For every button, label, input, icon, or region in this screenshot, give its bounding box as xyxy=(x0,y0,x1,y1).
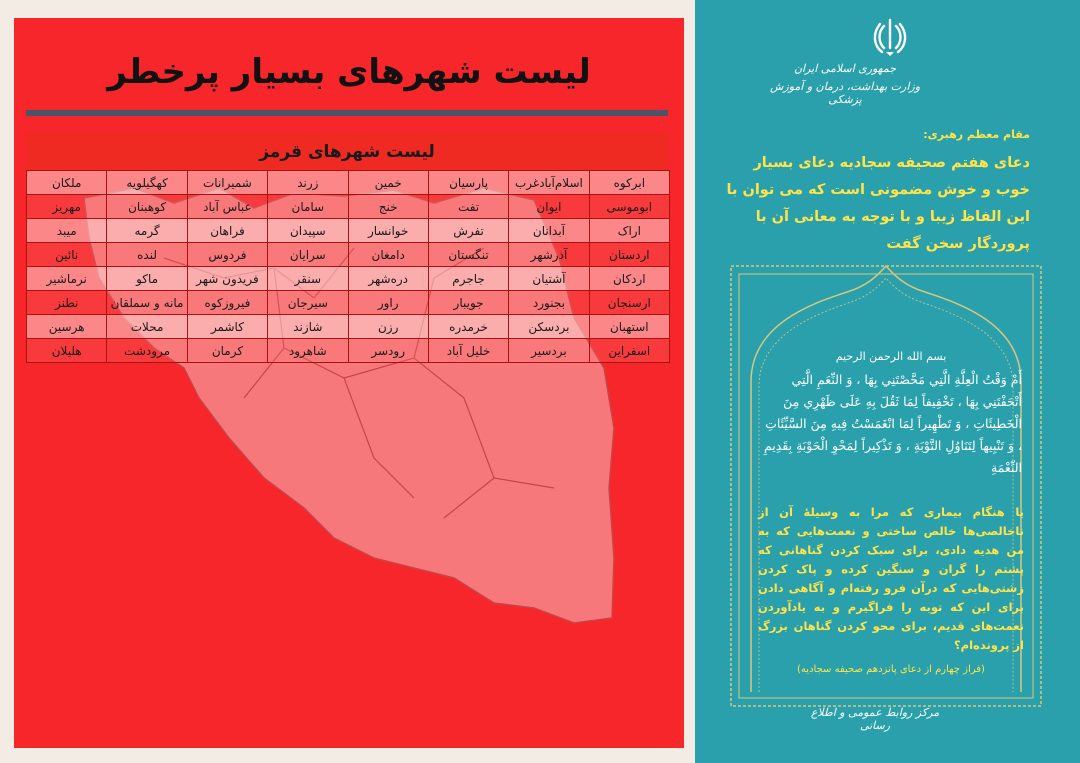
leader-quote: دعای هفتم صحیفه سجادیه دعای بسیار خوب و خوش مضمونی است که می توان با این الفاظ زیبا و با توجه به معانی آن با پروردگار سخن گفت xyxy=(726,155,1030,252)
city-cell: بردسکن xyxy=(509,315,589,339)
city-cell: مهریز xyxy=(27,195,107,219)
red-cities-table xyxy=(26,170,670,363)
table-row xyxy=(27,171,670,195)
city-cell: فیروزکوه xyxy=(187,291,267,315)
city-cell: تنگستان xyxy=(428,243,508,267)
city-cell: فردوس xyxy=(187,243,267,267)
prayer-source: (فراز چهارم از دعای پانزدهم صحیفه سجادیه) xyxy=(797,664,985,675)
city-cell: محلات xyxy=(107,315,187,339)
city-cell: تفرش xyxy=(428,219,508,243)
table-row xyxy=(27,315,670,339)
city-cell: کاشمر xyxy=(187,315,267,339)
city-cell: استهبان xyxy=(589,315,669,339)
city-cell: شمیرانات xyxy=(187,171,267,195)
city-cell: اسلام‌آبادغرب xyxy=(509,171,589,195)
city-cell: سنقر xyxy=(268,267,348,291)
city-cell: خنج xyxy=(348,195,428,219)
city-cell: آذرشهر xyxy=(509,243,589,267)
city-cell: آبدانان xyxy=(509,219,589,243)
city-cell: اردکان xyxy=(589,267,669,291)
city-cell: اراک xyxy=(589,219,669,243)
city-cell: فراهان xyxy=(187,219,267,243)
leader-label: مقام معظم رهبری: xyxy=(923,128,1030,141)
table-row xyxy=(27,195,670,219)
city-cell: خرمدره xyxy=(428,315,508,339)
city-cell: ایوان xyxy=(509,195,589,219)
city-cell: شاهرود xyxy=(268,339,348,363)
table-row xyxy=(27,291,670,315)
iran-map-icon xyxy=(14,18,684,748)
city-cell: هلیلان xyxy=(27,339,107,363)
city-cell: فریدون شهر xyxy=(187,267,267,291)
city-cell: رزن xyxy=(348,315,428,339)
prayer-arabic-block xyxy=(760,350,1022,479)
city-cell: سامان xyxy=(268,195,348,219)
city-cell: کوهبنان xyxy=(107,195,187,219)
city-cell: عباس آباد xyxy=(187,195,267,219)
title-divider xyxy=(26,110,668,116)
city-cell: ملکان xyxy=(27,171,107,195)
city-cell: بجنورد xyxy=(509,291,589,315)
city-cell: لنده xyxy=(107,243,187,267)
city-cell: اسفراین xyxy=(589,339,669,363)
city-cell: مانه و سملقان xyxy=(107,291,187,315)
city-cell: جویبار xyxy=(428,291,508,315)
city-cell: خلیل آباد xyxy=(428,339,508,363)
arabic-prayer-text: أَمْ وَقْتُ الْعِلَّةِ الَّتِي مَحَّصْتَنِي بِهَا ، وَ النِّعَمِ الَّتِي أَتْحَفْتَنِي بِهَا ، تَخْفِيفاً لِمَا ثَقُلَ بِهِ عَلَى ظَهْرِي مِنَ الْخَطِيئَاتِ ، وَ تَطْهِيراً لِمَا انْغَمَسْتُ فِيهِ مِنَ السَّيِّئَاتِ ، وَ تَنْبِيهاً لِتَنَاوُلِ التَّوْبَةِ ، وَ تَذْكِيراً لِمَحْوِ الْحَوْبَةِ بِقَدِيمِ النِّعْمَةِ xyxy=(763,372,1022,475)
city-cell: هرسین xyxy=(27,315,107,339)
public-relations-center: مرکز روابط عمومی و اطلاع رسانی xyxy=(810,706,940,732)
table-row xyxy=(27,267,670,291)
city-cell: شازند xyxy=(268,315,348,339)
table-row xyxy=(27,243,670,267)
iran-emblem-icon xyxy=(872,18,908,58)
city-cell: خوانسار xyxy=(348,219,428,243)
city-cell: راور xyxy=(348,291,428,315)
city-cell: بردسیر xyxy=(509,339,589,363)
city-cell: نطنز xyxy=(27,291,107,315)
city-cell: زرند xyxy=(268,171,348,195)
city-cell: پارسیان xyxy=(428,171,508,195)
persian-translation: یا هنگام بیماری که مرا به وسیلهٔ آن از ناخالصی‌ها خالص ساختی و نعمت‌هایی که به من هدیه دادی، برای سبک کردن گناهانی که پشتم را گران و سنگین کرده و پاک کردن زشتی‌هایی که درآن فرو رفته‌ام و آگاهی دادن برای این که توبه را فراگیرم و به یادآوردن نعمت‌های قدیم، برای محو کردن گناهان بزرگ از پرونده‌ام؟ xyxy=(758,505,1024,652)
city-cell: جاجرم xyxy=(428,267,508,291)
table-title: لیست شهرهای قرمز xyxy=(259,142,435,162)
table-row xyxy=(27,339,670,363)
city-cell: گرمه xyxy=(107,219,187,243)
city-cell: کهگیلویه xyxy=(107,171,187,195)
page-title: لیست شهرهای بسیار پرخطر xyxy=(107,52,591,92)
city-cell: سپیدان xyxy=(268,219,348,243)
org-name-line2: وزارت بهداشت، درمان و آموزش پزشکی xyxy=(769,80,921,106)
city-cell: اردستان xyxy=(589,243,669,267)
city-cell: دره‌شهر xyxy=(348,267,428,291)
city-cell: ابرکوه xyxy=(589,171,669,195)
city-cell: سرایان xyxy=(268,243,348,267)
city-cell: مرودشت xyxy=(107,339,187,363)
city-cell: ارسنجان xyxy=(589,291,669,315)
bismillah: بسم الله الرحمن الرحيم xyxy=(835,350,947,363)
city-cell: تفت xyxy=(428,195,508,219)
city-cell: رودسر xyxy=(348,339,428,363)
org-name-line1: جمهوری اسلامی ایران xyxy=(793,62,897,75)
city-cell: دامغان xyxy=(348,243,428,267)
city-cell: میبد xyxy=(27,219,107,243)
red-cities-panel xyxy=(14,18,684,748)
table-row xyxy=(27,219,670,243)
city-cell: خمین xyxy=(348,171,428,195)
city-cell: ماکو xyxy=(107,267,187,291)
city-cell: نرماشیر xyxy=(27,267,107,291)
city-cell: ابوموسی xyxy=(589,195,669,219)
city-cell: کرمان xyxy=(187,339,267,363)
city-cell: نائین xyxy=(27,243,107,267)
city-cell: سیرجان xyxy=(268,291,348,315)
city-cell: آشتیان xyxy=(509,267,589,291)
